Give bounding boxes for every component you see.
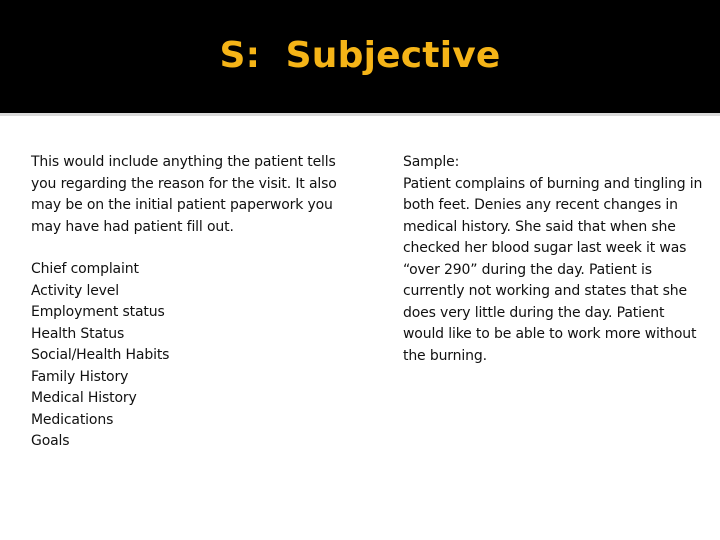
list-item: Health Status <box>31 325 125 342</box>
list-item: Activity level <box>31 282 119 299</box>
list-item: Social/Health Habits <box>31 347 170 363</box>
list-item: Medical History <box>31 390 137 406</box>
left-intro-text: This would include anything the patient tells you regarding the reason for the visit. It also may be on the initial patient paperwork you may have had patient fill out. <box>31 154 337 235</box>
title-divider <box>0 113 720 116</box>
list-item: Medications <box>31 411 114 428</box>
list-item: Goals <box>31 433 70 449</box>
list-item: Family History <box>31 368 129 385</box>
subjective-items-list <box>31 259 356 453</box>
sample-heading: Sample: <box>403 154 460 170</box>
list-item: Chief complaint <box>31 261 139 277</box>
left-column <box>31 152 356 453</box>
title-band <box>0 0 720 113</box>
slide-title: S: Subjective <box>219 35 501 76</box>
sample-body-text: Patient complains of burning and tingling in both feet. Denies any recent changes in medical history. She said that when she checked her blood sugar last week it was “over 290” during the day. Patient is currently not working and states that she does very little during the day. Patient would like to be able to work more without the burning. <box>403 175 703 364</box>
right-column <box>403 152 708 367</box>
list-item: Employment status <box>31 304 165 320</box>
